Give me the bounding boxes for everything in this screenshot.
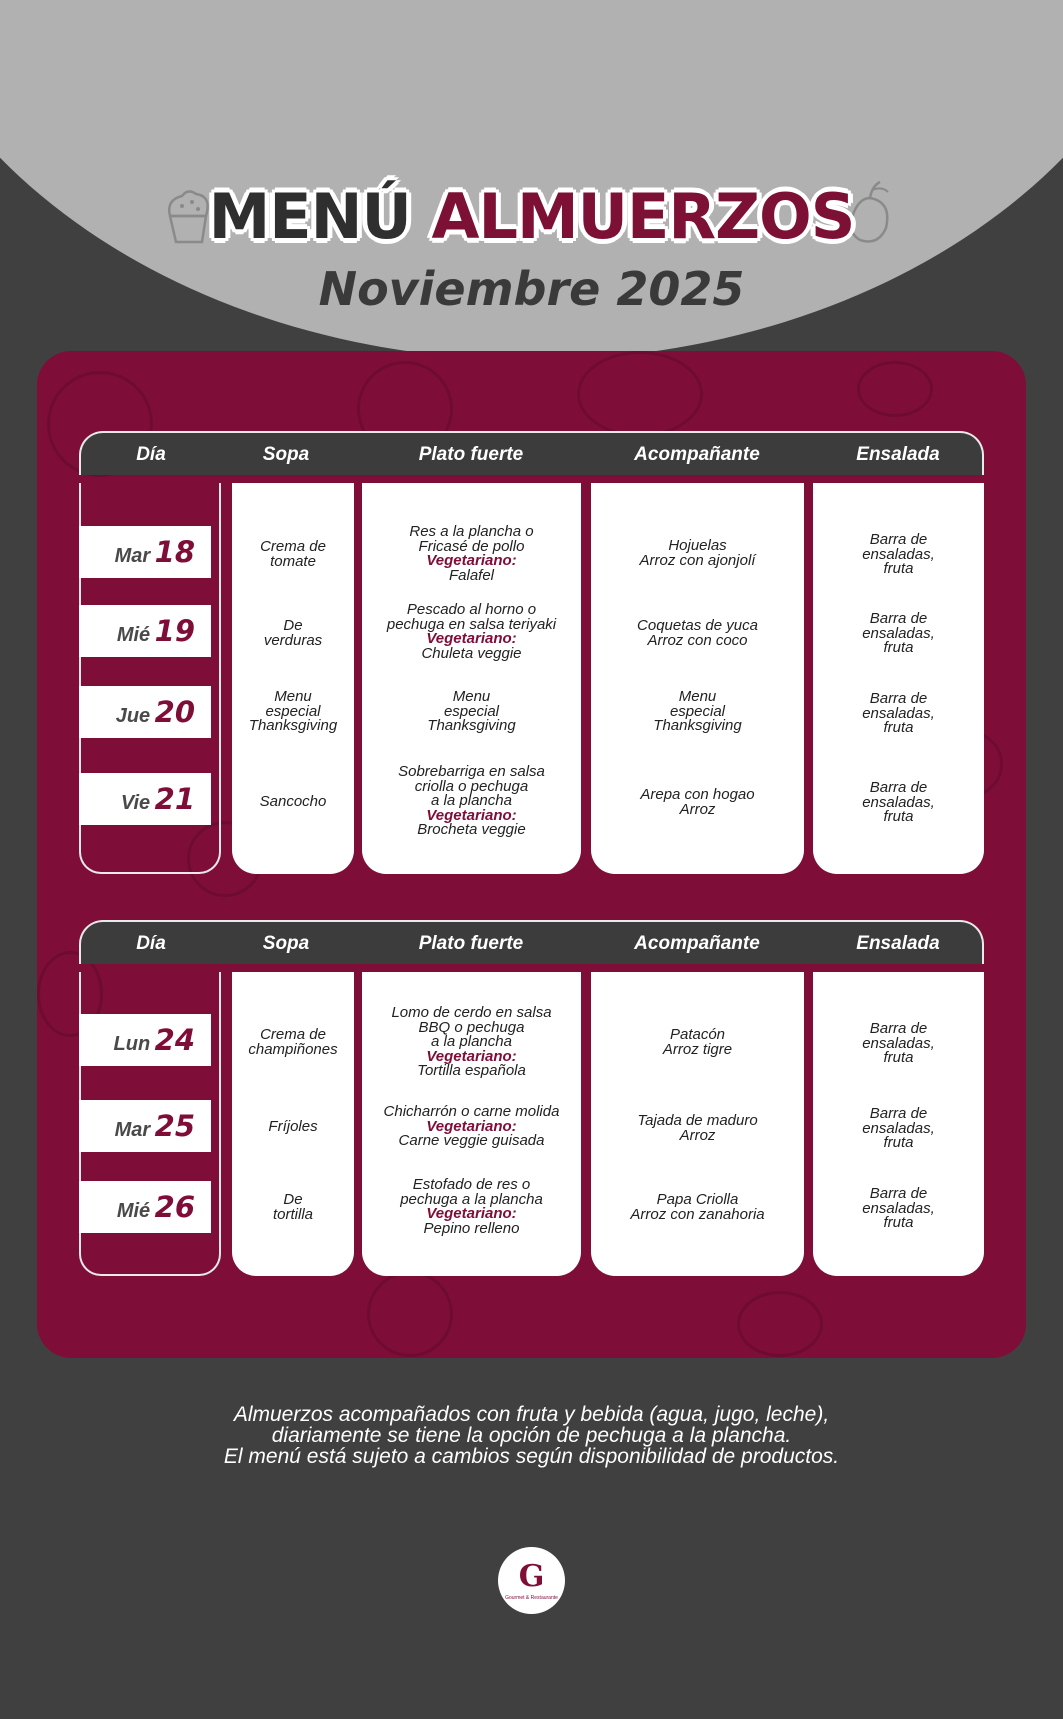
side-cell: Tajada de maduro Arroz bbox=[637, 1112, 758, 1144]
soup-cell: De verduras bbox=[263, 617, 323, 649]
header-salad: Ensalada bbox=[856, 933, 940, 954]
day-label: Mié 26 bbox=[79, 1181, 211, 1233]
salad-cell: Barra de ensaladas, fruta bbox=[862, 1185, 935, 1231]
menu-title bbox=[0, 180, 1063, 254]
soup-cell: Crema de champiñones bbox=[248, 1026, 338, 1058]
salad-cell: Barra de ensaladas, fruta bbox=[862, 779, 935, 825]
main-cell: Menu especial Thanksgiving bbox=[427, 688, 516, 734]
side-cell: Arepa con hogao Arroz bbox=[640, 786, 755, 818]
header-salad: Ensalada bbox=[856, 444, 940, 465]
main-cell: Pescado al horno o pechuga en salsa teriyaki Vegetariano: Chuleta veggie bbox=[386, 601, 557, 662]
side-cell: Menu especial Thanksgiving bbox=[653, 688, 742, 734]
header-main: Plato fuerte bbox=[418, 444, 524, 465]
salad-cell: Barra de ensaladas, fruta bbox=[862, 610, 935, 656]
soup-cell: Sancocho bbox=[259, 793, 327, 810]
salad-cell: Barra de ensaladas, fruta bbox=[862, 690, 935, 736]
soup-cell: Menu especial Thanksgiving bbox=[248, 688, 338, 734]
main-cell: Chicharrón o carne molida Vegetariano: Carne veggie guisada bbox=[383, 1103, 560, 1149]
footer-line: Almuerzos acompañados con fruta y bebida (agua, jugo, leche), bbox=[233, 1403, 830, 1426]
day-label: Vie 21 bbox=[79, 773, 211, 825]
restaurant-logo bbox=[498, 1547, 565, 1614]
salad-cell: Barra de ensaladas, fruta bbox=[862, 1020, 935, 1066]
title-word-2: ALMUERZOS bbox=[431, 180, 855, 253]
header-side: Acompañante bbox=[634, 444, 760, 465]
side-cell: Coquetas de yuca Arroz con coco bbox=[637, 617, 758, 649]
day-label: Mar 25 bbox=[79, 1100, 211, 1152]
day-label: Jue 20 bbox=[79, 686, 211, 738]
logo-letter: G bbox=[518, 1559, 545, 1594]
day-label: Mar 18 bbox=[79, 526, 211, 578]
footer-line: El menú está sujeto a cambios según disponibilidad de productos. bbox=[223, 1445, 840, 1468]
main-cell: Res a la plancha o Fricasé de pollo Vegetariano: Falafel bbox=[409, 523, 534, 584]
soup-cell: De tortilla bbox=[272, 1191, 313, 1223]
main-cell: Estofado de res o pechuga a la plancha Vegetariano: Pepino relleno bbox=[400, 1176, 543, 1237]
salad-cell: Barra de ensaladas, fruta bbox=[862, 1105, 935, 1151]
day-label: Mié 19 bbox=[79, 605, 211, 657]
day-label: Lun 24 bbox=[79, 1014, 211, 1066]
header-main: Plato fuerte bbox=[418, 933, 524, 954]
main-cell: Lomo de cerdo en salsa BBQ o pechuga a la plancha Vegetariano: Tortilla española bbox=[391, 1004, 552, 1079]
side-cell: Patacón Arroz tigre bbox=[662, 1026, 733, 1058]
header-soup: Sopa bbox=[262, 444, 310, 465]
salad-cell: Barra de ensaladas, fruta bbox=[862, 531, 935, 577]
main-cell: Sobrebarriga en salsa criolla o pechuga a la plancha Vegetariano: Brocheta veggie bbox=[398, 763, 545, 838]
header-soup: Sopa bbox=[262, 933, 310, 954]
side-cell: Hojuelas Arroz con ajonjolí bbox=[639, 537, 756, 569]
title-word-1: MENÚ bbox=[208, 180, 411, 253]
header-side: Acompañante bbox=[634, 933, 760, 954]
table-header-week1 bbox=[79, 431, 984, 475]
footer-line: diariamente se tiene la opción de pechuga a la plancha. bbox=[271, 1424, 792, 1447]
month-subtitle: Noviembre 2025 bbox=[318, 262, 745, 316]
table-header-week2 bbox=[79, 920, 984, 964]
header-day: Día bbox=[136, 444, 166, 465]
logo-tagline: Gourmet & Restaurante bbox=[505, 1595, 558, 1601]
soup-cell: Crema de tomate bbox=[260, 538, 326, 570]
footer-note bbox=[0, 1404, 1063, 1467]
side-cell: Papa Criolla Arroz con zanahoria bbox=[630, 1191, 765, 1223]
header-day: Día bbox=[136, 933, 166, 954]
soup-cell: Fríjoles bbox=[268, 1118, 318, 1135]
